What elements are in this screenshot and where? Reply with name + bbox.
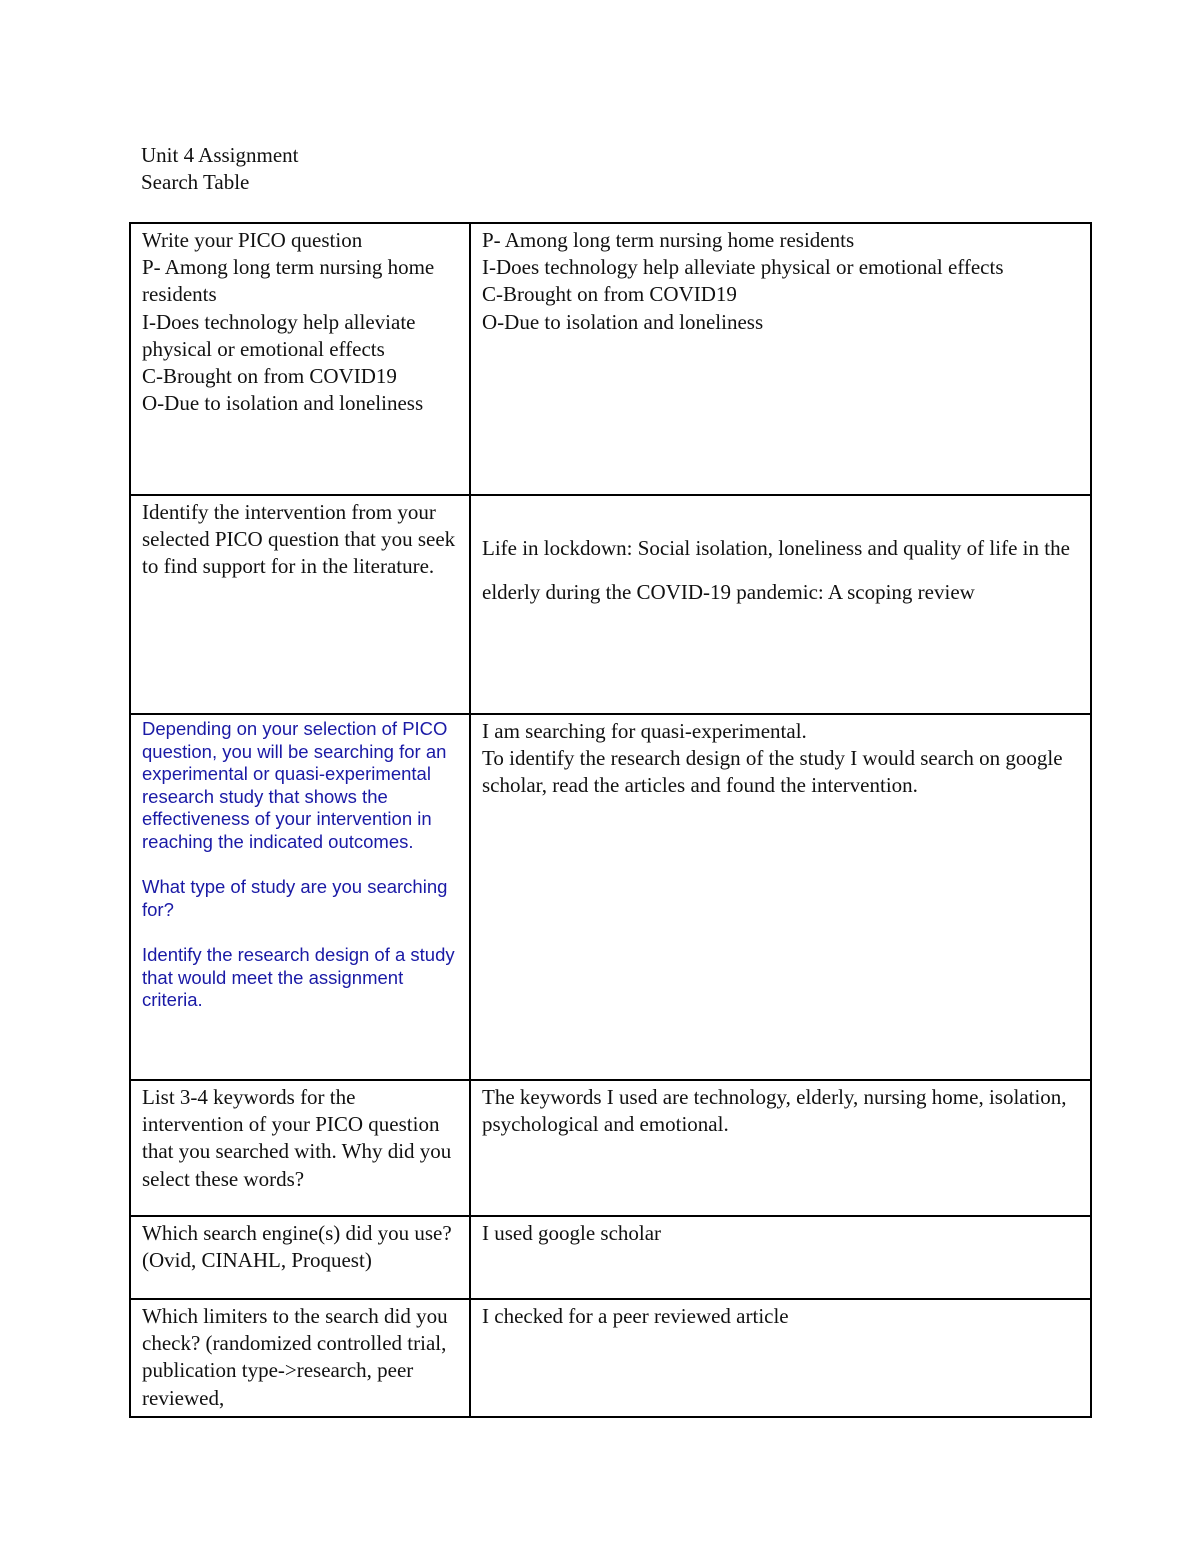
intervention-answer-text: Life in lockdown: Social isolation, loneliness and quality of life in the elderly during the COVID-19 pandemic: A scoping review xyxy=(482,536,1070,604)
intervention-prompt-cell xyxy=(130,495,470,714)
pico-o-text: O-Due to isolation and loneliness xyxy=(142,391,424,416)
intervention-prompt-text: Identify the intervention from your selected PICO question that you seek to find support for in the literature. xyxy=(142,500,456,579)
study-type-instruction-1: Depending on your selection of PICO question, you will be searching for an experimental or quasi-experimental research study that shows the effectiveness of your intervention in reaching the indicated outcomes. xyxy=(142,718,448,852)
search-engine-answer-text: I used google scholar xyxy=(482,1221,662,1245)
document-title: Unit 4 Assignment xyxy=(141,143,299,167)
table-row-intervention xyxy=(130,495,1091,714)
document-heading xyxy=(141,142,299,196)
study-type-answer-2: To identify the research design of the study I would search on google scholar, read the articles and found the intervention. xyxy=(482,746,1063,798)
study-type-answer-cell xyxy=(470,714,1091,1080)
table-row-keywords xyxy=(130,1080,1091,1216)
pico-c-text: C-Brought on from COVID19 xyxy=(142,364,397,389)
pico-question-prompt-cell xyxy=(130,223,470,495)
keywords-prompt-text: List 3-4 keywords for the intervention of your PICO question that you searched with. Why did you select these words? xyxy=(142,1085,452,1191)
search-engine-prompt-cell xyxy=(130,1216,470,1299)
search-engine-answer-cell xyxy=(470,1216,1091,1299)
pico-prompt-label: Write your PICO question xyxy=(142,228,363,252)
table-row-search-engine xyxy=(130,1216,1091,1299)
keywords-answer-cell xyxy=(470,1080,1091,1216)
pico-answer-o: O-Due to isolation and loneliness xyxy=(482,309,764,334)
intervention-answer-cell xyxy=(470,495,1091,714)
search-table xyxy=(129,222,1092,1418)
document-subtitle: Search Table xyxy=(141,170,250,194)
study-type-answer-1: I am searching for quasi-experimental. xyxy=(482,719,807,743)
limiters-answer-cell xyxy=(470,1299,1091,1417)
keywords-answer-text: The keywords I used are technology, elderly, nursing home, isolation, psychological and emotional. xyxy=(482,1085,1067,1137)
study-type-instructions xyxy=(142,718,459,1012)
study-type-instruction-3: Identify the research design of a study that would meet the assignment criteria. xyxy=(142,943,455,1011)
pico-p-text: P- Among long term nursing home residents xyxy=(142,255,435,307)
table-row-limiters xyxy=(130,1299,1091,1417)
table-row-study-type xyxy=(130,714,1091,1080)
study-type-prompt-cell xyxy=(130,714,470,1080)
pico-i-text: I-Does technology help alleviate physical or emotional effects xyxy=(142,309,416,361)
keywords-prompt-cell xyxy=(130,1080,470,1216)
limiters-prompt-text: Which limiters to the search did you check? (randomized controlled trial, publication type->research, peer reviewed, xyxy=(142,1304,448,1410)
limiters-prompt-cell xyxy=(130,1299,470,1417)
table-row-pico xyxy=(130,223,1091,495)
pico-answer-p: P- Among long term nursing home residents xyxy=(482,228,855,252)
pico-answer-i: I-Does technology help alleviate physical or emotional effects xyxy=(482,255,1004,280)
pico-answer-c: C-Brought on from COVID19 xyxy=(482,282,737,307)
search-engine-prompt-text: Which search engine(s) did you use? (Ovid, CINAHL, Proquest) xyxy=(142,1221,452,1273)
study-type-instruction-2: What type of study are you searching for? xyxy=(142,876,448,920)
pico-answer-cell xyxy=(470,223,1091,495)
limiters-answer-text: I checked for a peer reviewed article xyxy=(482,1304,789,1328)
